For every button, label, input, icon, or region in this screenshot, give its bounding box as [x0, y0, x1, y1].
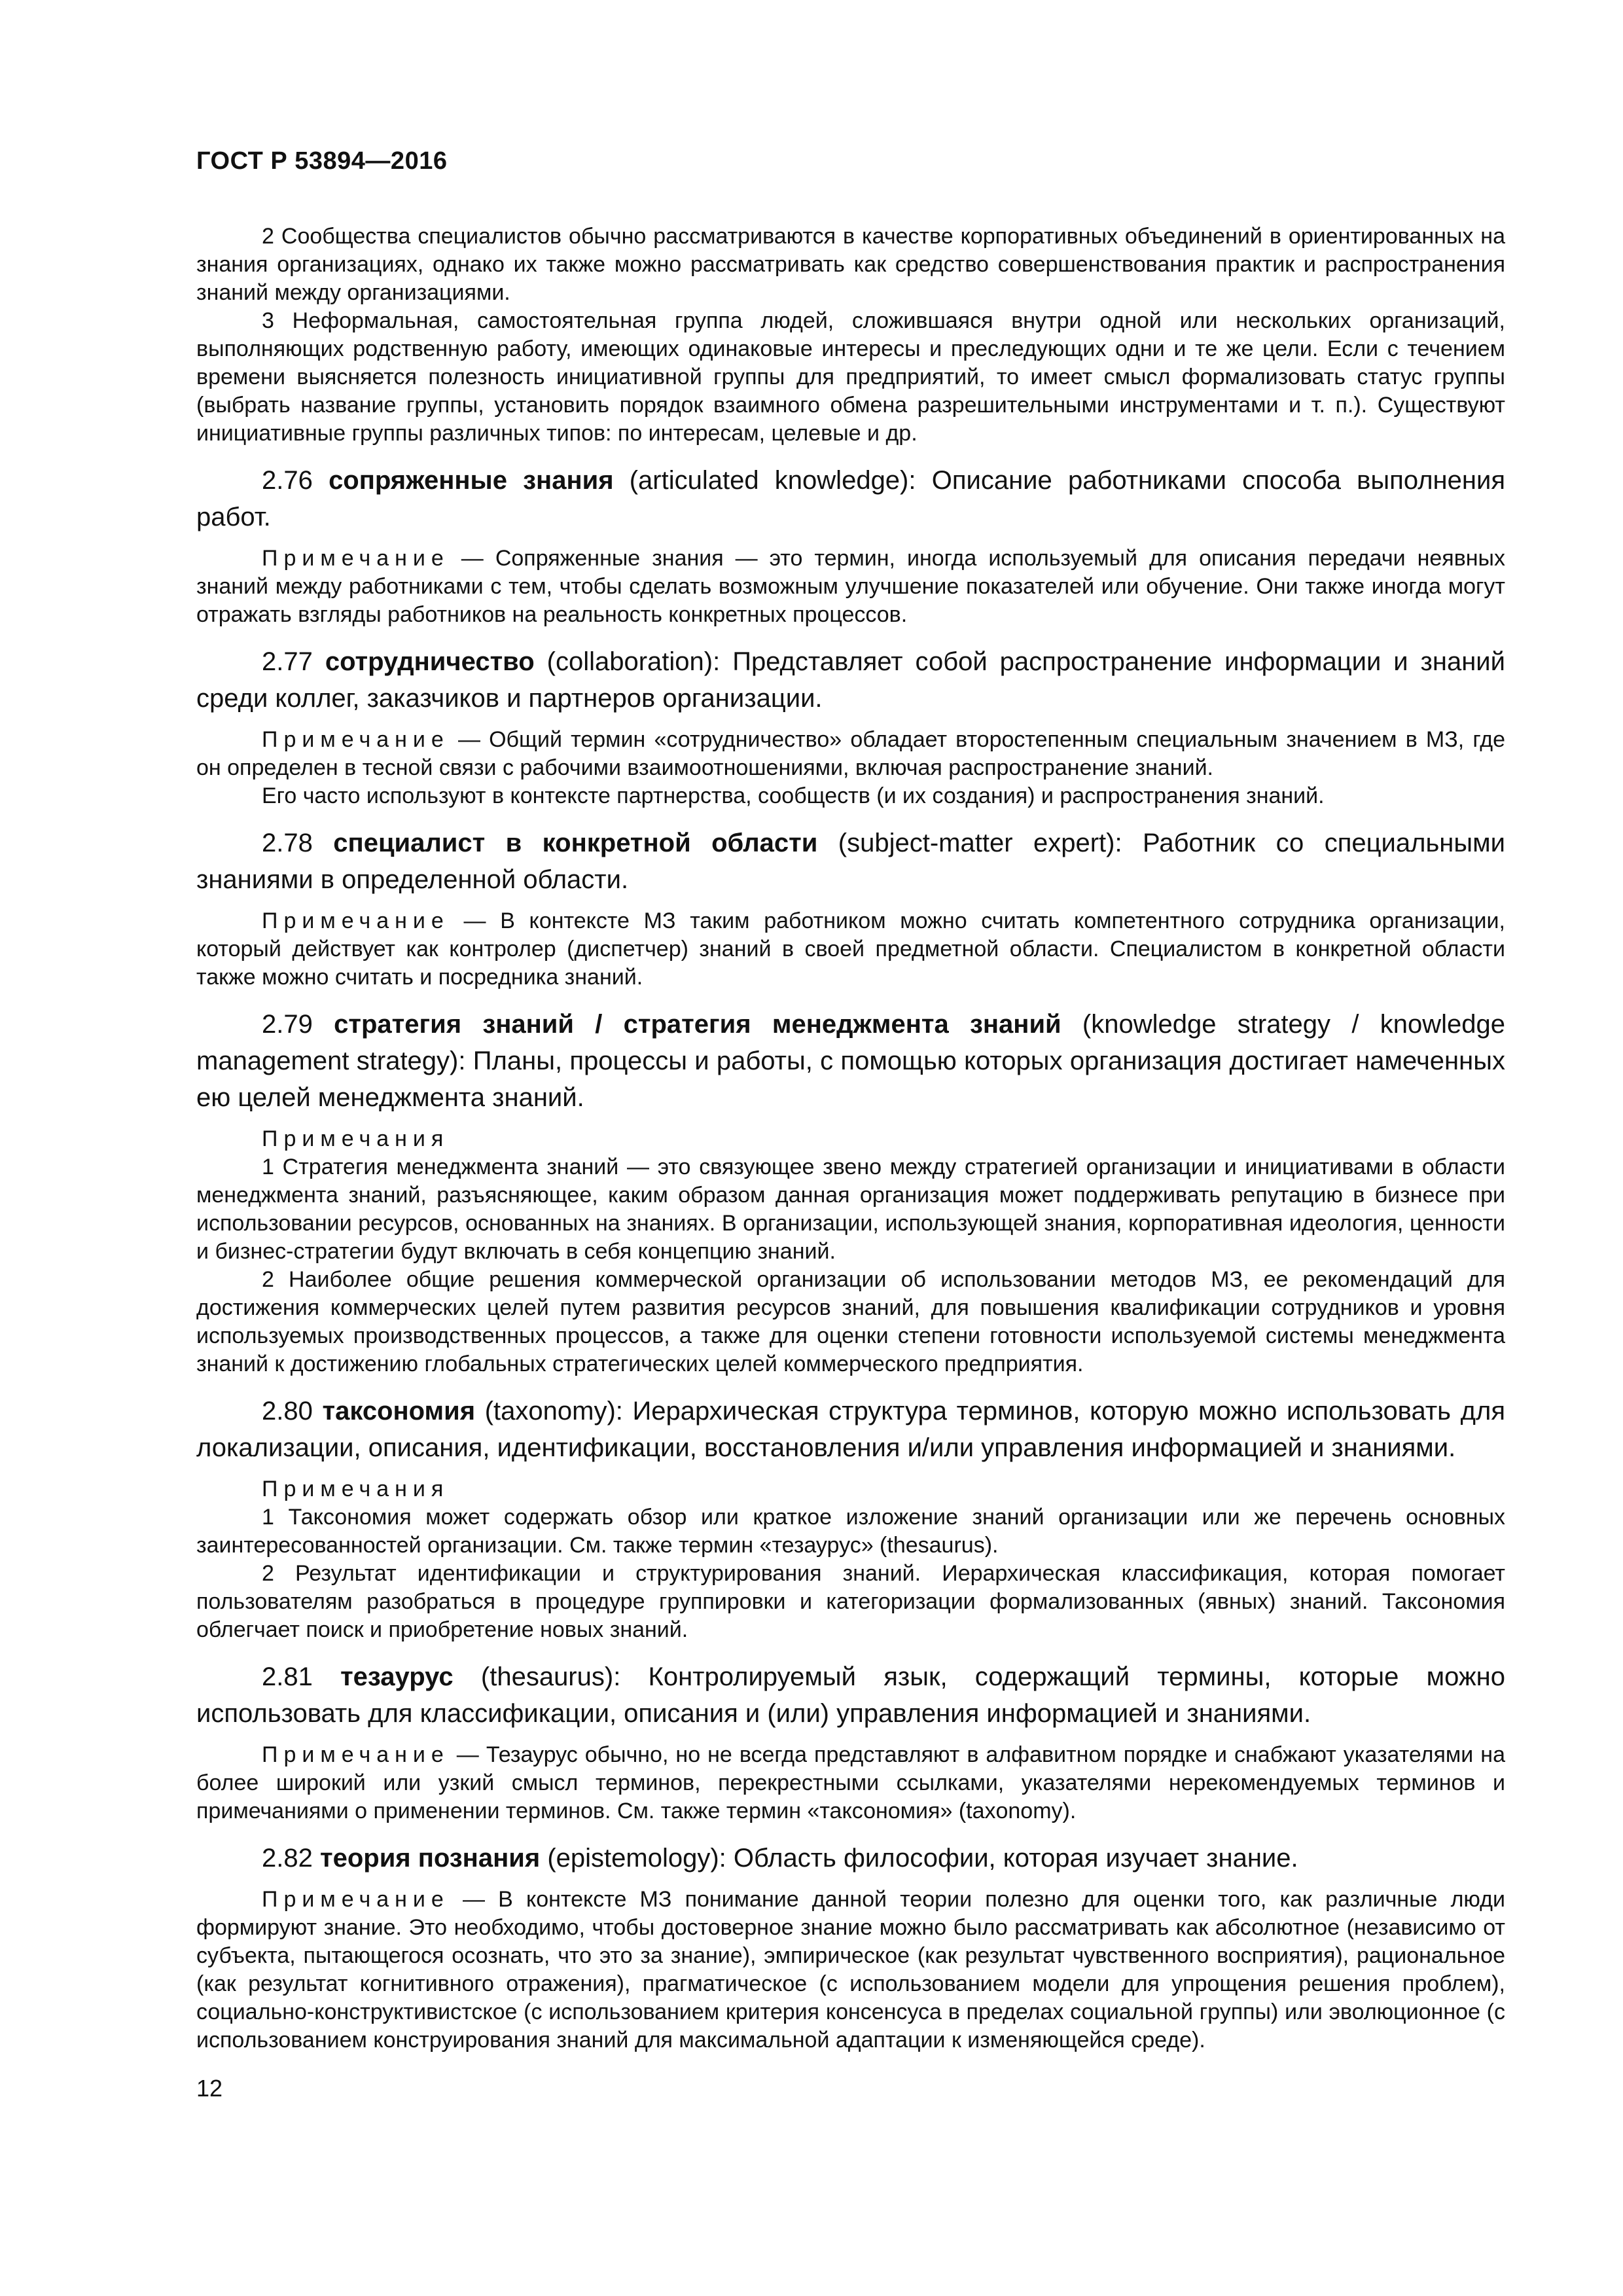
term-number: 2.76 [262, 466, 313, 495]
note-label: Примечание [262, 908, 450, 933]
term-entry-2-81 [196, 1659, 1505, 1732]
notes-label-2-80 [196, 1475, 1505, 1503]
term-definition: Планы, процессы и работы, с помощью которых организация достигает намеченных ею целей менеджмента знаний. [196, 1047, 1505, 1112]
note-label: Примечание [262, 1742, 450, 1767]
note-label: Примечание [262, 1887, 450, 1912]
term-english: (subject-matter expert): [838, 829, 1122, 857]
note-label: Примечание [262, 727, 450, 752]
term-note-2-77 [196, 726, 1505, 782]
term-name: сотрудничество [325, 647, 535, 676]
note-dash: — [449, 908, 501, 933]
notes-label: Примечания [262, 1126, 450, 1151]
term-note-2-81 [196, 1741, 1505, 1825]
term-entry-2-78 [196, 825, 1505, 898]
term-name: сопряженные знания [329, 466, 614, 495]
term-name: стратегия знаний / стратегия менеджмента знаний [334, 1010, 1061, 1039]
term-entry-2-82 [196, 1840, 1505, 1876]
document-number-header: ГОСТ Р 53894—2016 [196, 147, 448, 175]
term-name: теория познания [319, 1844, 541, 1873]
term-number: 2.80 [262, 1397, 313, 1426]
notes-label-2-79 [196, 1125, 1505, 1153]
term-name: специалист в конкретной области [333, 829, 818, 857]
term-number: 2.82 [262, 1844, 313, 1873]
term-definition: Иерархическая структура терминов, которую можно использовать для локализации, описания, идентификации, восстановления и/или управления информацией и знаниями. [196, 1397, 1505, 1462]
term-english: (taxonomy): [484, 1397, 623, 1426]
note-text: В контексте МЗ понимание данной теории полезно для оценки того, как различные люди формируют знание. Это необходимо, чтобы достоверное знание можно было рассматривать как абсолютное (независимо от субъекта, пытающегося осознать, что это за знание), эмпирическое (как результат чувственного восприятия), рациональное (как результат когнитивного отражения), прагматическое (с использованием модели для упрощения решения проблем), социально-конструктивистское (с использованием критерия консенсуса в пределах социальной группы) или эволюционное (с использованием конструирования знаний для максимальной адаптации к изменяющейся среде). [196, 1887, 1505, 2053]
term-english: (articulated knowledge): [629, 466, 916, 495]
note-dash: — [449, 727, 490, 752]
intro-note-2: 2 Сообщества специалистов обычно рассматриваются в качестве корпоративных объединений в ориентированных на знания организациях, однако их также можно рассматривать как средство совершенствования практик и распространения знаний между организациями. [196, 224, 1505, 305]
term-note-2-76 [196, 545, 1505, 629]
term-english: (epistemology): [547, 1844, 726, 1873]
notes-label: Примечания [262, 1477, 450, 1501]
term-note-2-82 [196, 1886, 1505, 2054]
term-english: (collaboration): [546, 647, 721, 676]
term-number: 2.77 [262, 647, 313, 676]
note-label: Примечание [262, 546, 450, 571]
term-note-2-79-2: 2 Наиболее общие решения коммерческой организации об использовании методов МЗ, ее рекомендаций для достижения коммерческих целей путем развития ресурсов знаний, для повышения квалификации сотрудников и уровня используемых производственных процессов, а также для оценки степени готовности используемой системы менеджмента знаний к достижению глобальных стратегических целей коммерческого предприятия. [196, 1267, 1505, 1376]
term-english: (knowledge strategy / knowledge management strategy): [196, 1010, 1505, 1075]
term-definition: Работник со специальными знаниями в определенной области. [196, 829, 1505, 894]
term-entry-2-77 [196, 643, 1505, 717]
note-text: Тезаурус обычно, но не всегда представляют в алфавитном порядке и снабжают указателями на более широкий или узкий смысл терминов, перекрестными ссылками, указателями нерекомендуемых терминов и примечаниями о применении терминов. См. также термин «таксономия» (taxonomy). [196, 1742, 1505, 1823]
term-entry-2-80 [196, 1393, 1505, 1466]
intro-note-3: 3 Неформальная, самостоятельная группа людей, сложившаяся внутри одной или нескольких организаций, выполняющих родственную работу, имеющих одинаковые интересы и преследующих одни и те же цели. Если с течением времени выясняется полезность инициативной группы для предприятий, то имеет смысл формализовать статус группы (выбрать название группы, установить порядок взаимного обмена разрешительными инструментами и т. п.). Существуют инициативные группы различных типов: по интересам, целевые и др. [196, 308, 1505, 446]
term-entry-2-76 [196, 462, 1505, 535]
page-content [196, 223, 1505, 2054]
term-definition: Область философии, которая изучает знание. [733, 1844, 1298, 1873]
term-name: тезаурус [340, 1662, 454, 1691]
term-note-2-80-2: 2 Результат идентификации и структурирования знаний. Иерархическая классификация, которая помогает пользователям разобраться в процедуре группировки и категоризации формализованных (явных) знаний. Таксономия облегчает поиск и приобретение новых знаний. [196, 1561, 1505, 1642]
term-definition: Описание работниками способа выполнения работ. [196, 466, 1505, 531]
note-dash: — [449, 1742, 486, 1767]
term-note-2-78 [196, 907, 1505, 992]
note-text: Сопряженные знания — это термин, иногда используемый для описания передачи неявных знаний между работниками с тем, чтобы сделать возможным улучшение показателей или обучение. Они также иногда могут отражать взгляды работников на реальность конкретных процессов. [196, 546, 1505, 627]
term-number: 2.79 [262, 1010, 313, 1039]
page-number: 12 [196, 2075, 223, 2102]
term-note-2-77-extra: Его часто используют в контексте партнерства, сообществ (и их создания) и распространения знаний. [262, 783, 1325, 808]
term-number: 2.78 [262, 829, 313, 857]
term-english: (thesaurus): [480, 1662, 621, 1691]
note-text: В контексте МЗ таким работником можно считать компетентного сотрудника организации, который действует как контролер (диспетчер) знаний в своей предметной области. Специалистом в конкретной области также можно считать и посредника знаний. [196, 908, 1505, 990]
term-definition: Представляет собой распространение информации и знаний среди коллег, заказчиков и партнеров организации. [196, 647, 1505, 713]
term-note-2-80-1: 1 Таксономия может содержать обзор или краткое изложение знаний организации или же перечень основных заинтересованностей организации. См. также термин «тезаурус» (thesaurus). [196, 1505, 1505, 1558]
note-dash: — [449, 546, 495, 571]
term-number: 2.81 [262, 1662, 313, 1691]
term-note-2-79-1: 1 Стратегия менеджмента знаний — это связующее звено между стратегией организации и инициативами в области менеджмента знаний, разъясняющее, каким образом данная организация может поддерживать репутацию в бизнесе при использовании ресурсов, основанных на знаниях. В организации, использующей знания, корпоративная идеология, ценности и бизнес-стратегии будут включать в себя концепцию знаний. [196, 1155, 1505, 1264]
term-definition: Контролируемый язык, содержащий термины, которые можно использовать для классификации, описания и (или) управления информацией и знаниями. [196, 1662, 1505, 1728]
note-dash: — [449, 1887, 499, 1912]
note-text: Общий термин «сотрудничество» обладает второстепенным специальным значением в МЗ, где он определен в тесной связи с рабочими взаимоотношениями, включая распространение знаний. [196, 727, 1505, 780]
term-entry-2-79 [196, 1006, 1505, 1116]
term-name: таксономия [322, 1397, 476, 1426]
